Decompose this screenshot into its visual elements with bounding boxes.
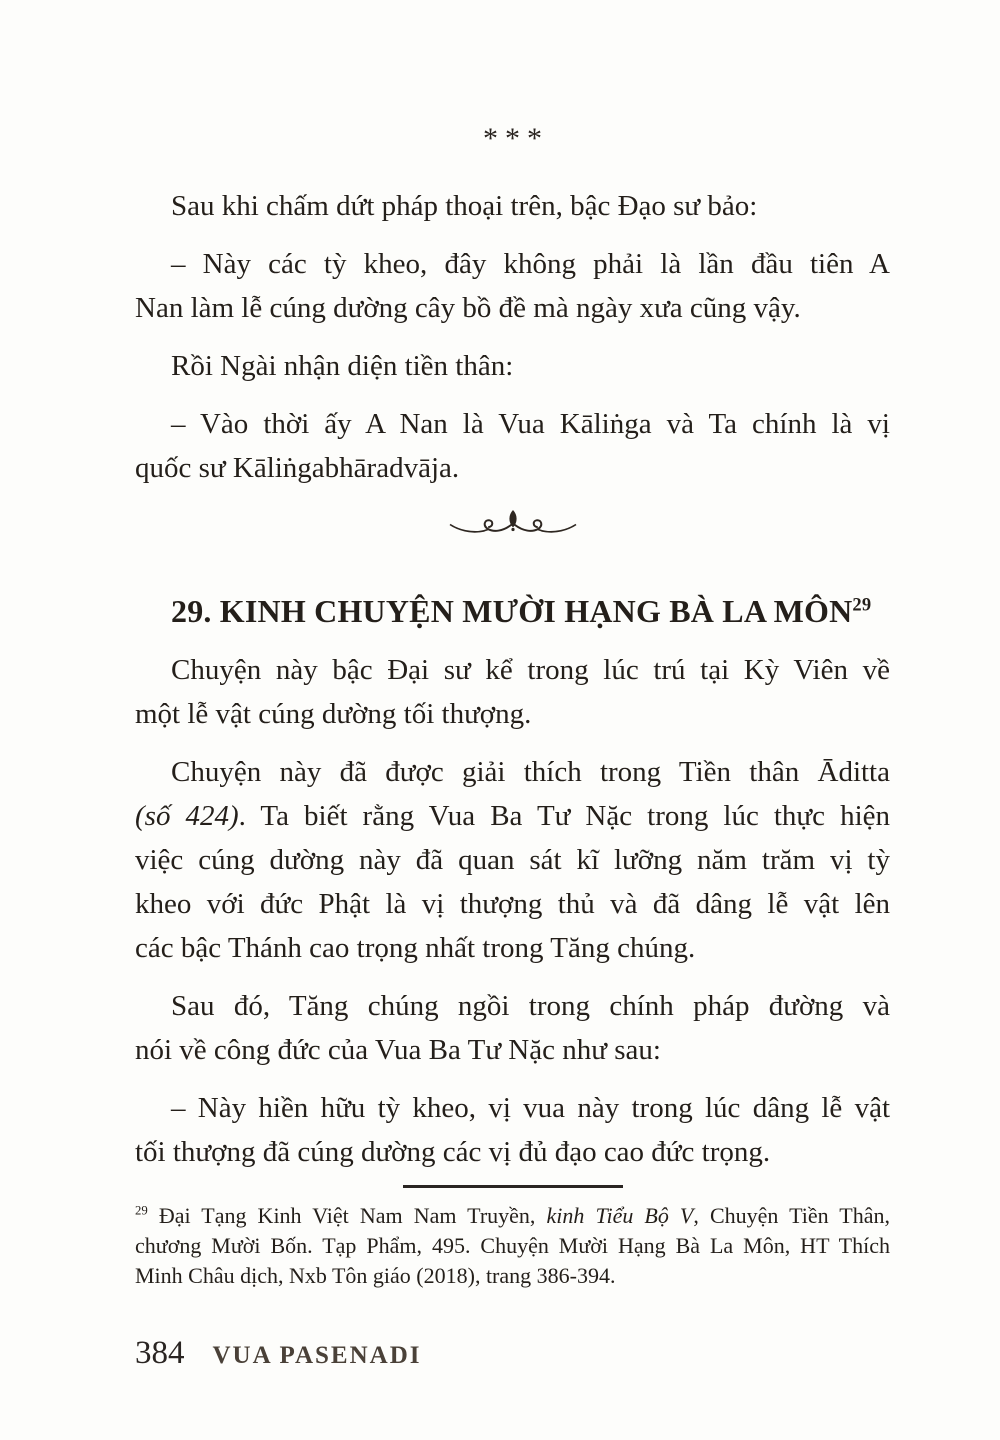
- paragraph: [135, 750, 890, 970]
- text-line: kheo với đức Phật là vị thượng thủ và đã dâng lễ vật lên: [135, 888, 890, 920]
- text-line: 29. KINH CHUYỆN MƯỜI HẠNG BÀ LA MÔN$^{29}$: [171, 593, 872, 629]
- intro-paragraphs: [135, 184, 890, 490]
- text-line: $^{29}$ Đại Tạng Kinh Việt Nam Nam Truyền, kinh Tiểu Bộ V, Chuyện Tiền Thân,: [135, 1203, 890, 1228]
- text-line: Nan làm lễ cúng dường cây bồ đề mà ngày xưa cũng vậy.: [135, 292, 801, 324]
- paragraph: [135, 1086, 890, 1174]
- text-line: quốc sư Kāliṅgabhāradvāja.: [135, 452, 460, 484]
- paragraph: [135, 344, 890, 388]
- page-content: [135, 0, 890, 1376]
- section-paragraphs: [135, 648, 890, 1174]
- text-line: Sau khi chấm dứt pháp thoại trên, bậc Đạo sư bảo:: [171, 190, 758, 222]
- text-line: Minh Châu dịch, Nxb Tôn giáo (2018), trang 386-394.: [135, 1263, 616, 1288]
- footnote: [135, 1201, 890, 1291]
- section-break: ***: [483, 122, 549, 155]
- text-line: Sau đó, Tăng chúng ngồi trong chính pháp đường và: [171, 990, 890, 1022]
- text-line: – Này các tỳ kheo, đây không phải là lần đầu tiên A: [171, 248, 890, 280]
- text-line: – Này hiền hữu tỳ kheo, vị vua này trong lúc dâng lễ vật: [171, 1092, 890, 1124]
- paragraph: [135, 184, 890, 228]
- text-line: nói về công đức của Vua Ba Tư Nặc như sau:: [135, 1034, 661, 1066]
- running-title: VUA PASENADI: [212, 1342, 422, 1369]
- text-line: tối thượng đã cúng dường các vị đủ đạo cao đức trọng.: [135, 1136, 771, 1168]
- paragraph: [135, 984, 890, 1072]
- paragraph: [135, 242, 890, 330]
- floral-divider-icon: [448, 508, 578, 536]
- page-number: 384: [135, 1335, 185, 1371]
- text-line: các bậc Thánh cao trọng nhất trong Tăng chúng.: [135, 932, 696, 964]
- text-line: Chuyện này đã được giải thích trong Tiền thân Āditta: [171, 756, 890, 788]
- page-footer: [135, 1333, 890, 1376]
- paragraph: [135, 648, 890, 736]
- text-line: (số 424). Ta biết rằng Vua Ba Tư Nặc trong lúc thực hiện: [135, 800, 890, 832]
- text-line: – Vào thời ấy A Nan là Vua Kāliṅga và Ta chính là vị: [171, 408, 890, 440]
- text-line: Rồi Ngài nhận diện tiền thân:: [171, 350, 514, 382]
- text-line: việc cúng dường này đã quan sát kĩ lưỡng năm trăm vị tỳ: [135, 844, 890, 876]
- paragraph: [135, 402, 890, 490]
- footnote-rule: [403, 1185, 623, 1188]
- section-heading: [135, 588, 890, 634]
- text-line: chương Mười Bốn. Tạp Phẩm, 495. Chuyện Mười Hạng Bà La Môn, HT Thích: [135, 1233, 890, 1258]
- text-line: một lễ vật cúng dường tối thượng.: [135, 698, 532, 730]
- text-line: Chuyện này bậc Đại sư kể trong lúc trú tại Kỳ Viên về: [171, 654, 890, 686]
